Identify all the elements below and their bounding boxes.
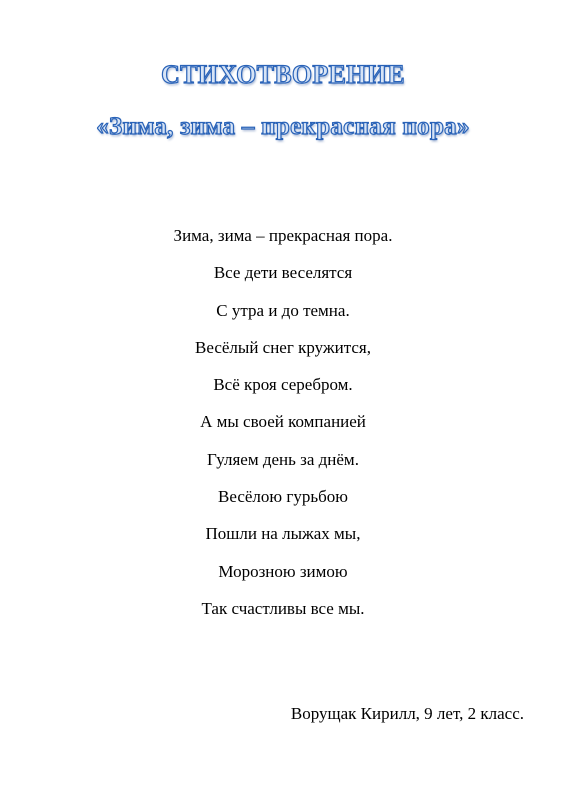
poem-line: Гуляем день за днём. xyxy=(207,449,359,469)
poem-line: Весёлый снег кружится, xyxy=(195,337,371,357)
poem-line: Так счастливы все мы. xyxy=(201,598,365,618)
author-signature: Ворущак Кирилл, 9 лет, 2 класс. xyxy=(290,704,524,723)
poem-line: Морозною зимою xyxy=(218,561,348,581)
poem-line: Пошли на лыжах мы, xyxy=(205,524,361,544)
poem-line: Всё кроя серебром. xyxy=(213,375,353,395)
poem-line: Все дети веселятся xyxy=(213,263,353,283)
title-subheading: «Зима, зима – прекрасная пора» xyxy=(96,113,470,140)
poem-line: А мы своей компанией xyxy=(200,412,366,432)
poem-line: С утра и до темна. xyxy=(216,300,350,320)
poem-body xyxy=(0,226,566,636)
title-heading: СТИХОТВОРЕНИЕ xyxy=(161,60,405,89)
poem-line: Весёлою гурьбою xyxy=(218,487,348,507)
poem-line: Зима, зима – прекрасная пора. xyxy=(173,226,393,245)
